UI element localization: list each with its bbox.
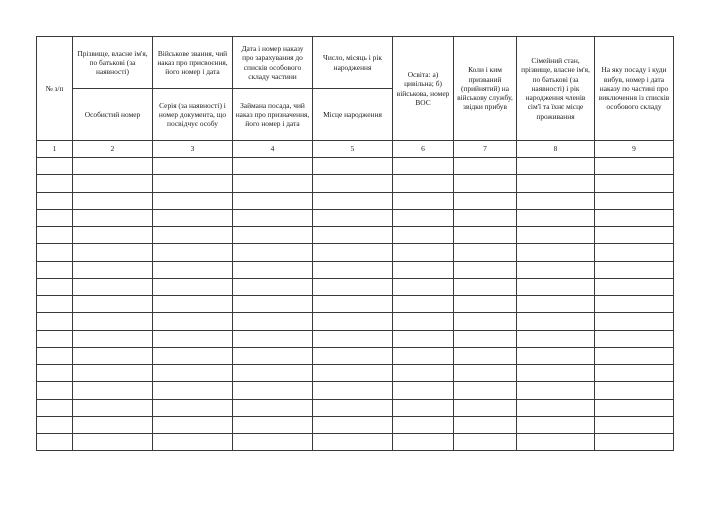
register-entry-cell[interactable] — [393, 227, 454, 244]
header-family-status: Сімейний стан, прізвище, власне ім'я, по батькові (за наявності) і рік народження членів сім'ї та їхнє місце проживання — [517, 37, 595, 141]
register-entry-row — [37, 347, 674, 364]
register-entry-row — [37, 434, 674, 451]
register-entry-cell[interactable] — [73, 330, 153, 347]
register-entry-cell[interactable] — [153, 261, 233, 278]
register-entry-cell[interactable] — [393, 192, 454, 209]
column-number: 1 — [37, 141, 73, 158]
register-entry-cell[interactable] — [73, 399, 153, 416]
register-entry-row — [37, 382, 674, 399]
register-entry-cell[interactable] — [517, 175, 595, 192]
register-entry-row — [37, 244, 674, 261]
register-entry-cell[interactable] — [313, 382, 393, 399]
header-id-document: Серія (за наявності) і номер документа, що посвідчує особу — [153, 89, 233, 141]
register-entry-cell[interactable] — [313, 416, 393, 433]
header-full-name: Прізвище, власне ім'я, по батькові (за наявності) — [73, 37, 153, 89]
register-entry-cell[interactable] — [153, 347, 233, 364]
register-entry-cell[interactable] — [517, 347, 595, 364]
register-entry-cell[interactable] — [595, 399, 674, 416]
register-entry-cell[interactable] — [595, 296, 674, 313]
register-entry-cell[interactable] — [517, 434, 595, 451]
register-entry-cell[interactable] — [153, 296, 233, 313]
register-entry-cell[interactable] — [517, 416, 595, 433]
register-entry-cell[interactable] — [595, 434, 674, 451]
register-entry-cell[interactable] — [454, 313, 517, 330]
register-entry-cell[interactable] — [517, 365, 595, 382]
register-entry-cell[interactable] — [313, 365, 393, 382]
register-entry-cell[interactable] — [313, 244, 393, 261]
register-entry-cell[interactable] — [393, 313, 454, 330]
register-entry-cell[interactable] — [595, 416, 674, 433]
register-entry-cell[interactable] — [517, 278, 595, 295]
register-entry-cell[interactable] — [393, 434, 454, 451]
register-entry-cell[interactable] — [153, 313, 233, 330]
register-entry-cell[interactable] — [37, 278, 73, 295]
register-entry-cell[interactable] — [454, 416, 517, 433]
register-entry-cell[interactable] — [233, 244, 313, 261]
column-number-row — [37, 141, 674, 158]
register-entry-cell[interactable] — [595, 313, 674, 330]
column-number: 5 — [313, 141, 393, 158]
register-entry-cell[interactable] — [153, 209, 233, 226]
register-entry-cell[interactable] — [153, 192, 233, 209]
register-entry-cell[interactable] — [595, 261, 674, 278]
register-entry-cell[interactable] — [153, 382, 233, 399]
register-entry-cell[interactable] — [517, 296, 595, 313]
header-enrollment-order: Дата і номер наказу про зарахування до списків особового складу частини — [233, 37, 313, 89]
register-entry-cell[interactable] — [595, 278, 674, 295]
register-entry-cell[interactable] — [233, 382, 313, 399]
register-entry-cell[interactable] — [233, 158, 313, 175]
register-entry-row — [37, 296, 674, 313]
header-military-rank: Військове звання, чий наказ про присвоєння, його номер і дата — [153, 37, 233, 89]
column-number: 8 — [517, 141, 595, 158]
register-entry-cell[interactable] — [454, 278, 517, 295]
column-number: 3 — [153, 141, 233, 158]
register-entry-row — [37, 261, 674, 278]
register-entry-cell[interactable] — [517, 261, 595, 278]
register-entry-cell[interactable] — [37, 365, 73, 382]
register-entry-cell[interactable] — [313, 261, 393, 278]
register-entry-cell[interactable] — [153, 416, 233, 433]
register-entry-cell[interactable] — [517, 227, 595, 244]
column-number: 6 — [393, 141, 454, 158]
header-personal-number: Особистий номер — [73, 89, 153, 141]
register-entry-cell[interactable] — [233, 227, 313, 244]
register-entry-row — [37, 175, 674, 192]
register-entry-cell[interactable] — [153, 244, 233, 261]
header-row-top — [37, 37, 674, 89]
register-entry-cell[interactable] — [313, 158, 393, 175]
register-entry-cell[interactable] — [313, 192, 393, 209]
column-number: 7 — [454, 141, 517, 158]
register-entry-cell[interactable] — [233, 365, 313, 382]
personnel-register-table — [36, 36, 674, 451]
register-entry-row — [37, 399, 674, 416]
register-entry-cell[interactable] — [73, 382, 153, 399]
register-entry-cell[interactable] — [153, 227, 233, 244]
register-entry-cell[interactable] — [454, 365, 517, 382]
header-education: Освіта: а) цивільна; б) військова, номер ВОС — [393, 37, 454, 141]
register-entry-cell[interactable] — [153, 278, 233, 295]
register-entry-cell[interactable] — [153, 434, 233, 451]
register-body — [37, 37, 674, 451]
register-entry-cell[interactable] — [454, 399, 517, 416]
register-entry-cell[interactable] — [454, 296, 517, 313]
header-departure: На яку посаду і куди вибув, номер і дата наказу по частині про виключення із списків особового складу — [595, 37, 674, 141]
register-entry-cell[interactable] — [37, 330, 73, 347]
register-entry-row — [37, 416, 674, 433]
register-entry-cell[interactable] — [73, 434, 153, 451]
register-entry-cell[interactable] — [233, 278, 313, 295]
register-entry-cell[interactable] — [37, 313, 73, 330]
register-entry-cell[interactable] — [233, 296, 313, 313]
register-entry-cell[interactable] — [595, 158, 674, 175]
register-entry-cell[interactable] — [73, 158, 153, 175]
register-entry-cell[interactable] — [393, 347, 454, 364]
register-entry-cell[interactable] — [393, 261, 454, 278]
register-entry-cell[interactable] — [454, 261, 517, 278]
register-entry-row — [37, 330, 674, 347]
register-entry-row — [37, 158, 674, 175]
register-entry-row — [37, 313, 674, 330]
register-entry-cell[interactable] — [517, 209, 595, 226]
register-entry-cell[interactable] — [73, 175, 153, 192]
register-entry-cell[interactable] — [233, 416, 313, 433]
register-entry-cell[interactable] — [37, 416, 73, 433]
register-entry-cell[interactable] — [393, 175, 454, 192]
register-entry-cell[interactable] — [313, 175, 393, 192]
register-entry-cell[interactable] — [313, 434, 393, 451]
register-entry-cell[interactable] — [454, 330, 517, 347]
register-entry-cell[interactable] — [595, 365, 674, 382]
register-entry-cell[interactable] — [313, 278, 393, 295]
register-entry-cell[interactable] — [37, 399, 73, 416]
register-entry-cell[interactable] — [37, 158, 73, 175]
register-entry-cell[interactable] — [73, 227, 153, 244]
register-entry-cell[interactable] — [73, 244, 153, 261]
register-entry-cell[interactable] — [233, 313, 313, 330]
register-entry-cell[interactable] — [393, 382, 454, 399]
register-entry-row — [37, 278, 674, 295]
register-entry-cell[interactable] — [313, 399, 393, 416]
register-entry-cell[interactable] — [37, 192, 73, 209]
register-entry-cell[interactable] — [313, 227, 393, 244]
header-position: Займана посада, чий наказ про призначення, його номер і дата — [233, 89, 313, 141]
register-entry-cell[interactable] — [454, 227, 517, 244]
register-entry-cell[interactable] — [73, 365, 153, 382]
register-entry-cell[interactable] — [73, 192, 153, 209]
register-entry-cell[interactable] — [313, 313, 393, 330]
register-entry-cell[interactable] — [37, 296, 73, 313]
register-entry-cell[interactable] — [313, 209, 393, 226]
register-entry-cell[interactable] — [37, 347, 73, 364]
register-entry-row — [37, 365, 674, 382]
register-entry-cell[interactable] — [313, 330, 393, 347]
register-entry-cell[interactable] — [37, 175, 73, 192]
register-entry-cell[interactable] — [233, 347, 313, 364]
register-entry-cell[interactable] — [233, 261, 313, 278]
register-entry-cell[interactable] — [313, 347, 393, 364]
register-entry-cell[interactable] — [233, 209, 313, 226]
register-entry-cell[interactable] — [393, 416, 454, 433]
register-entry-cell[interactable] — [233, 399, 313, 416]
register-entry-cell[interactable] — [233, 330, 313, 347]
register-entry-cell[interactable] — [37, 382, 73, 399]
register-entry-cell[interactable] — [517, 330, 595, 347]
register-entry-cell[interactable] — [393, 365, 454, 382]
register-entry-cell[interactable] — [454, 434, 517, 451]
register-entry-cell[interactable] — [73, 313, 153, 330]
register-entry-cell[interactable] — [393, 278, 454, 295]
header-birth-date: Число, місяць і рік народження — [313, 37, 393, 89]
register-entry-cell[interactable] — [313, 296, 393, 313]
register-entry-cell[interactable] — [517, 313, 595, 330]
register-entry-cell[interactable] — [233, 175, 313, 192]
register-entry-cell[interactable] — [595, 244, 674, 261]
register-entry-cell[interactable] — [517, 382, 595, 399]
column-number: 2 — [73, 141, 153, 158]
register-entry-cell[interactable] — [595, 175, 674, 192]
register-entry-cell[interactable] — [153, 175, 233, 192]
register-entry-cell[interactable] — [595, 227, 674, 244]
register-entry-cell[interactable] — [454, 244, 517, 261]
register-entry-cell[interactable] — [517, 244, 595, 261]
register-entry-cell[interactable] — [233, 434, 313, 451]
register-entry-cell[interactable] — [517, 192, 595, 209]
header-conscription: Коли і ким призваний (прийнятий) на військову службу, звідки прибув — [454, 37, 517, 141]
register-entry-cell[interactable] — [37, 209, 73, 226]
register-entry-cell[interactable] — [454, 209, 517, 226]
register-entry-cell[interactable] — [37, 261, 73, 278]
register-entry-cell[interactable] — [454, 382, 517, 399]
register-entry-cell[interactable] — [73, 209, 153, 226]
register-entry-cell[interactable] — [73, 416, 153, 433]
register-entry-cell[interactable] — [595, 209, 674, 226]
register-entry-cell[interactable] — [37, 227, 73, 244]
register-entry-cell[interactable] — [454, 175, 517, 192]
register-entry-cell[interactable] — [37, 434, 73, 451]
register-entry-row — [37, 227, 674, 244]
column-number: 4 — [233, 141, 313, 158]
register-entry-cell[interactable] — [153, 330, 233, 347]
register-entry-cell[interactable] — [153, 365, 233, 382]
register-entry-cell[interactable] — [73, 296, 153, 313]
register-entry-cell[interactable] — [595, 382, 674, 399]
register-entry-cell[interactable] — [393, 330, 454, 347]
register-entry-cell[interactable] — [153, 399, 233, 416]
register-entry-cell[interactable] — [393, 209, 454, 226]
register-entry-cell[interactable] — [454, 192, 517, 209]
register-entry-cell[interactable] — [37, 244, 73, 261]
column-number: 9 — [595, 141, 674, 158]
register-entry-cell[interactable] — [233, 192, 313, 209]
header-number: № з/п — [37, 37, 73, 141]
register-entry-cell[interactable] — [517, 399, 595, 416]
register-entry-cell[interactable] — [393, 399, 454, 416]
register-entry-cell[interactable] — [595, 192, 674, 209]
register-entry-cell[interactable] — [454, 158, 517, 175]
register-entry-cell[interactable] — [393, 158, 454, 175]
register-entry-cell[interactable] — [454, 347, 517, 364]
register-entry-cell[interactable] — [393, 244, 454, 261]
register-entry-cell[interactable] — [153, 158, 233, 175]
header-birth-place: Місце народження — [313, 89, 393, 141]
register-entry-cell[interactable] — [595, 330, 674, 347]
register-entry-cell[interactable] — [73, 347, 153, 364]
register-entry-cell[interactable] — [73, 278, 153, 295]
register-entry-cell[interactable] — [517, 158, 595, 175]
register-entry-cell[interactable] — [73, 261, 153, 278]
register-entry-cell[interactable] — [595, 347, 674, 364]
register-entry-row — [37, 209, 674, 226]
register-entry-row — [37, 192, 674, 209]
register-entry-cell[interactable] — [393, 296, 454, 313]
